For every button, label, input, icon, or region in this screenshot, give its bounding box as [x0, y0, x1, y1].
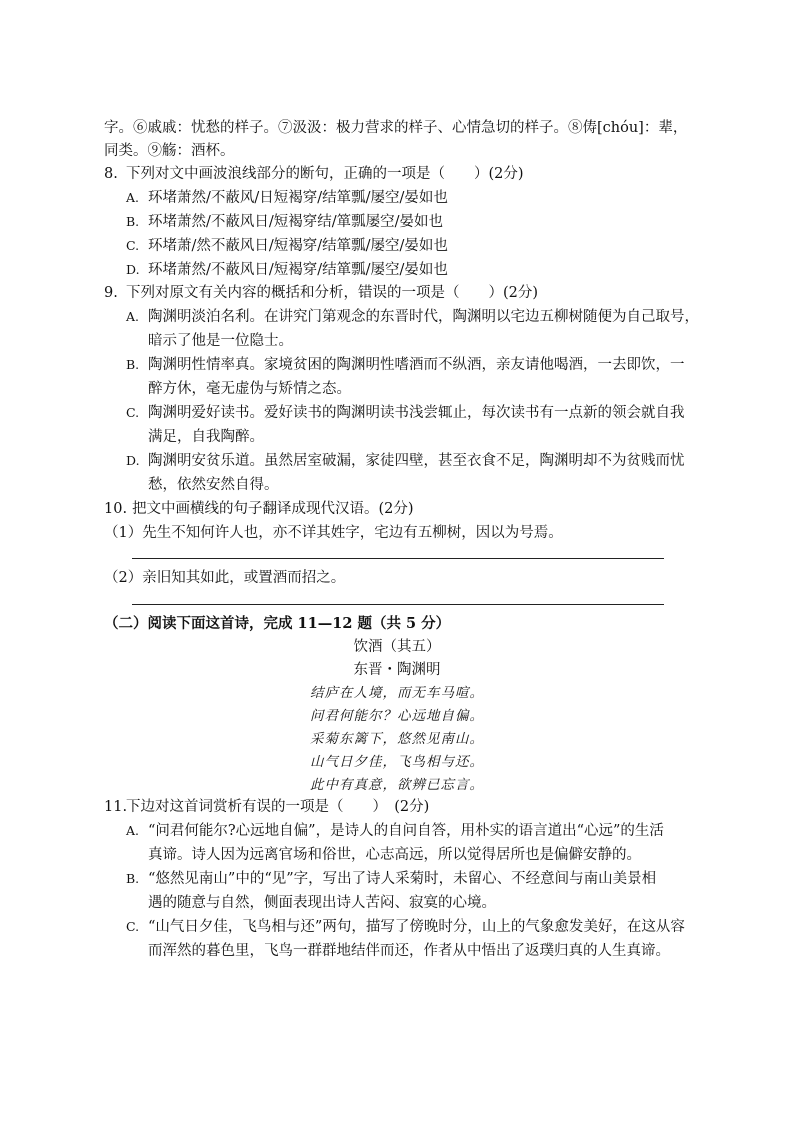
- poem-author: 东晋・陶渊明: [353, 662, 441, 678]
- option-text: 环堵萧/然不蔽风日/短褐穿/结箪瓢/屡空/晏如也: [148, 238, 448, 254]
- poem-line: 此中有真意，欲辨已忘言。: [310, 777, 484, 793]
- question-number: 10.: [104, 501, 128, 517]
- option-text: 而浑然的暮色里，飞鸟一群群地结伴而还，作者从中悟出了返璞归真的人生真谛。: [148, 943, 670, 959]
- option-text: 环堵萧然/不蔽风日/短褐穿/结箪瓢/屡空/晏如也: [148, 262, 448, 278]
- option-letter: B.: [126, 357, 140, 372]
- annotation-line: 字。⑥戚戚：忧愁的样子。⑦汲汲：极力营求的样子、心情急切的样子。⑧俦[chóu]：辈，: [104, 120, 688, 136]
- option-text: 陶渊明性情率真。家境贫困的陶渊明性嗜酒而不纵酒，亲友请他喝酒，一去即饮，一: [148, 357, 685, 373]
- question-stem: 下列对原文有关内容的概括和分析，错误的一项是（ ）(2分): [126, 285, 539, 301]
- sub-question: （2）亲旧知其如此，或置酒而招之。: [104, 570, 346, 586]
- question-number: 8.: [104, 166, 118, 182]
- option-letter: D.: [126, 453, 140, 468]
- option-text: 环堵萧然/不蔽风日/短褐穿结/箪瓢屡空/晏如也: [148, 214, 444, 230]
- option-letter: A.: [126, 190, 140, 205]
- option-letter: B.: [126, 214, 140, 229]
- option-letter: C.: [126, 238, 140, 253]
- poem-line: 结庐在人境，而无车马喧。: [310, 685, 484, 701]
- poem-line: 山气日夕佳，飞鸟相与还。: [310, 754, 484, 770]
- option-letter: D.: [126, 262, 140, 277]
- option-text: 遇的随意与自然，侧面表现出诗人苦闷、寂寞的心境。: [148, 895, 496, 911]
- option-text: 陶渊明爱好读书。爱好读书的陶渊明读书浅尝辄止，每次读书有一点新的领会就自我: [148, 405, 685, 421]
- option-letter: C.: [126, 919, 140, 934]
- option-text: 愁，依然安然自得。: [148, 477, 279, 493]
- question-number: 11.: [104, 799, 128, 815]
- section-heading: （二）阅读下面这首诗，完成 11—12 题（共 5 分）: [104, 615, 451, 632]
- option-letter: A.: [126, 309, 140, 324]
- option-text: 满足，自我陶醉。: [148, 429, 264, 445]
- poem-title: 饮酒（其五）: [353, 639, 441, 655]
- answer-line[interactable]: [132, 604, 664, 605]
- annotation-line: 同类。⑨觞：酒杯。: [104, 143, 235, 159]
- option-letter: B.: [126, 871, 140, 886]
- option-text: 陶渊明安贫乐道。虽然居室破漏，家徒四壁，甚至衣食不足，陶渊明却不为贫贱而忧: [148, 453, 685, 469]
- option-text: 醉方休，毫无虚伪与矫情之态。: [148, 381, 351, 397]
- option-text: 真谛。诗人因为远离官场和俗世，心志高远，所以觉得居所也是偏僻安静的。: [148, 847, 641, 863]
- question-number: 9.: [104, 285, 118, 301]
- option-letter: C.: [126, 405, 140, 420]
- option-text: 陶渊明淡泊名利。在讲究门第观念的东晋时代，陶渊明以宅边五柳树随便为自己取号，: [148, 309, 699, 325]
- question-stem: 下边对这首词赏析有误的一项是（ ） (2分): [126, 799, 430, 815]
- question-stem: 把文中画横线的句子翻译成现代汉语。(2分): [132, 501, 414, 517]
- option-text: “山气日夕佳，飞鸟相与还”两句，描写了傍晚时分，山上的气象愈发美好，在这从容: [148, 919, 685, 935]
- answer-line[interactable]: [132, 558, 664, 559]
- option-text: 暗示了他是一位隐士。: [148, 333, 293, 349]
- option-text: “问君何能尔?心远地自偏”，是诗人的自问自答，用朴实的语言道出“心远”的生活: [148, 823, 664, 839]
- option-text: “悠然见南山”中的“见”字，写出了诗人采菊时，未留心、不经意间与南山美景相: [148, 871, 657, 887]
- poem-line: 问君何能尔？心远地自偏。: [310, 708, 484, 724]
- option-text: 环堵萧然/不蔽风/日短褐穿/结箪瓢/屡空/晏如也: [148, 190, 448, 206]
- option-letter: A.: [126, 823, 140, 838]
- poem-line: 采菊东篱下，悠然见南山。: [310, 731, 484, 747]
- sub-question: （1）先生不知何许人也，亦不详其姓字，宅边有五柳树，因以为号焉。: [104, 525, 563, 541]
- question-stem: 下列对文中画波浪线部分的断句，正确的一项是（ ）(2分): [126, 166, 524, 182]
